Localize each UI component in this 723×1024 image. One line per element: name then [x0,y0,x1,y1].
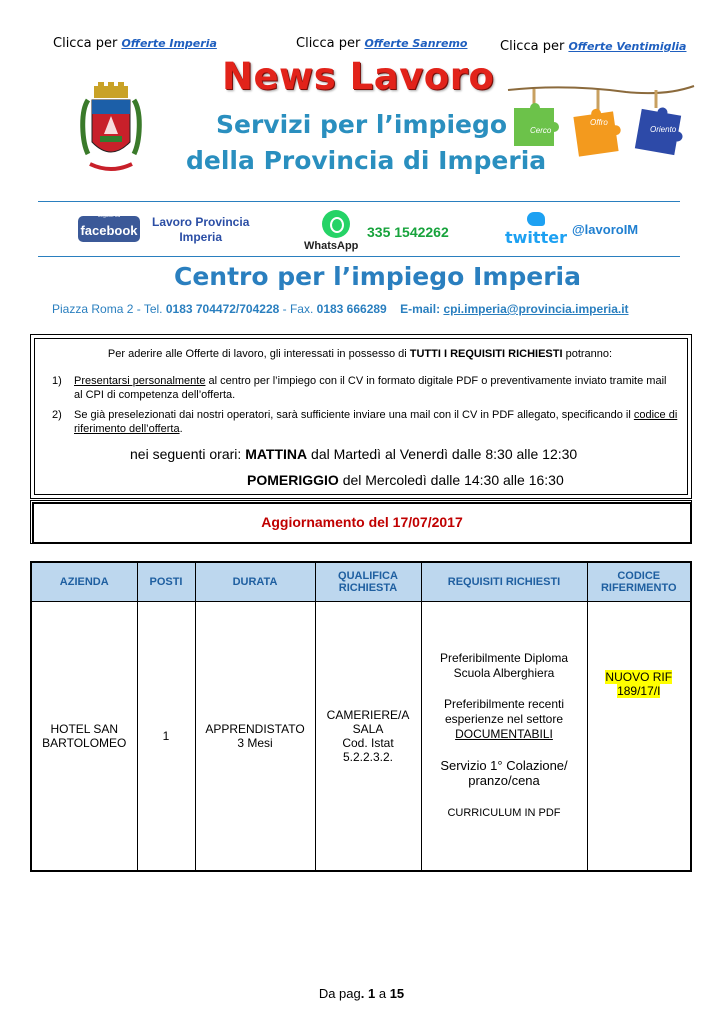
header-requisiti: REQUISITI RICHIESTI [421,562,587,602]
cell-durata: APPRENDISTATO 3 Mesi [195,602,315,872]
centro-email-link[interactable]: cpi.imperia@provincia.imperia.it [443,302,629,316]
offerte-ventimiglia-link[interactable]: Offerte Ventimiglia [568,40,687,53]
top-link-ventimiglia: Clicca per Offerte Ventimiglia [500,39,687,54]
facebook-badge[interactable]: seguici su facebook [78,216,140,242]
whatsapp-label: WhatsApp [304,240,359,252]
provincia-coat-of-arms-icon [80,82,142,180]
cell-azienda: HOTEL SAN BARTOLOMEO [31,602,137,872]
header-posti: POSTI [137,562,195,602]
twitter-bird-icon [527,212,545,226]
codice-riferimento-highlight: NUOVO RIF 189/17/I [605,670,673,698]
divider-top [38,201,680,202]
top-link-sanremo: Clicca per Offerte Sanremo [296,36,468,51]
offerte-imperia-link[interactable]: Offerte Imperia [121,37,217,50]
puzzle-label-offro: Offro [590,118,608,127]
offerte-sanremo-link[interactable]: Offerte Sanremo [364,37,468,50]
puzzle-label-cerco: Cerco [530,126,552,135]
centro-fax: 0183 666289 [316,302,387,316]
twitter-handle[interactable]: @lavoroIM [572,222,639,237]
cell-qualifica: CAMERIERE/A SALA Cod. Istat 5.2.2.3.2. [315,602,421,872]
header-azienda: AZIENDA [31,562,137,602]
cell-posti: 1 [137,602,195,872]
info-intro: Per aderire alle Offerte di lavoro, gli interessati in possesso di TUTTI I REQUISITI RICHIESTI potranno: [107,348,613,360]
news-lavoro-title: News Lavoro [222,55,495,98]
info-point-1: 1) Presentarsi personalmente al centro per l’impiego con il CV in formato digitale PDF o preventivamente inviato tramite mail al CPI di competenza dell’offerta. [52,375,667,401]
facebook-page-name: Lavoro Provincia Imperia [152,215,250,244]
header-subtitle-2: della Provincia di Imperia [186,146,547,175]
top-link-imperia: Clicca per Offerte Imperia [53,36,217,51]
whatsapp-phone: 335 1542262 [367,224,449,240]
header-subtitle-1: Servizi per l’impiego [216,110,508,139]
cell-requisiti: Preferibilmente Diploma Scuola Alberghiera Preferibilmente recenti esperienze nel settore DOCUMENTABILI Servizio 1° Colazione/ pranzo/cena CURRICULUM IN PDF [421,602,587,872]
puzzle-label-oriento: Oriento [650,125,677,134]
header-qualifica: QUALIFICA RICHIESTA [315,562,421,602]
page-counter: Da pag. 1 a 15 [318,986,405,1001]
cell-codice [587,602,691,872]
divider-bottom [38,256,680,257]
header-codice: CODICE RIFERIMENTO [587,562,691,602]
twitter-label: twitter [505,228,567,247]
orari-pomeriggio: POMERIGGIO del Mercoledì dalle 14:30 alle 16:30 [247,472,564,488]
info-point-2: 2) Se già preselezionati dai nostri operatori, sarà sufficiente inviare una mail con il CV in PDF allegato, specificando il codice di riferimento dell’offerta. [52,409,678,435]
table-row [31,602,691,872]
offers-table [30,561,692,872]
whatsapp-icon [322,210,350,238]
update-date: Aggiornamento del 17/07/2017 [261,514,463,530]
orari-mattina: nei seguenti orari: MATTINA dal Martedì al Venerdì dalle 8:30 alle 12:30 [130,446,578,462]
centro-tel: 0183 704472/704228 [165,302,280,316]
table-header-row [31,562,691,602]
centro-title: Centro per l’impiego Imperia [174,262,581,291]
centro-contacts: Piazza Roma 2 - Tel. 0183 704472/704228 - Fax. 0183 666289 E-mail: cpi.imperia@provincia.imperia.it [52,302,629,316]
header-durata: DURATA [195,562,315,602]
